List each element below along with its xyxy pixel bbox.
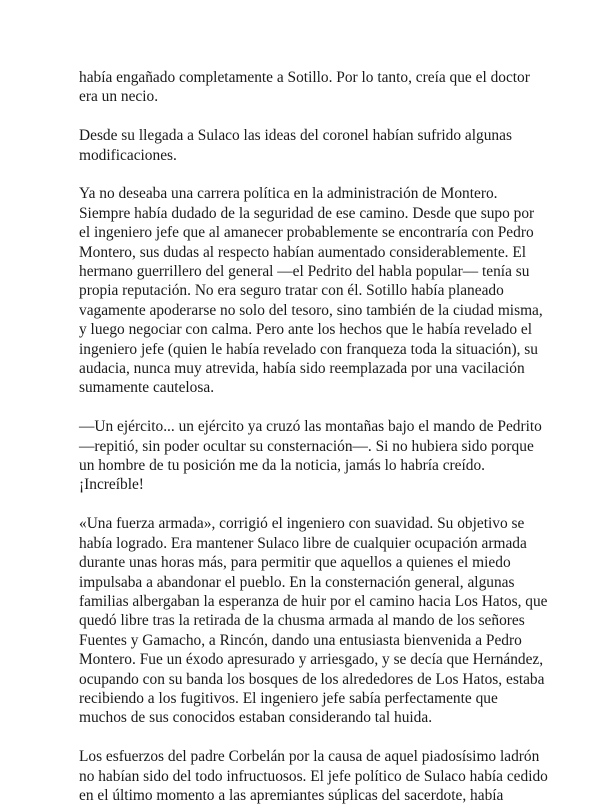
paragraph-6: Los esfuerzos del padre Corbelán por la causa de aquel piadosísimo ladrón no habían sido del todo infructuosos. El jefe político de Sulaco había cedido en el último momento a las apremiantes súplicas del sacerdote, había [79,748,548,804]
paragraph-4: —Un ejército... un ejército ya cruzó las montañas bajo el mando de Pedrito —repitió, sin poder ocultar su consternación—. Si no hubiera sido porque un hombre de tu posición me da la noticia, jamás lo habría creído. ¡Increíble! [79,418,542,494]
paragraph-2: Desde su llegada a Sulaco las ideas del coronel habían sufrido algunas modificaciones. [79,127,512,164]
paragraph-5: «Una fuerza armada», corrigió el ingeniero con suavidad. Su objetivo se había logrado. Era mantener Sulaco libre de cualquier ocupación armada durante unas horas más, para permitir que aquellos a quienes el miedo impulsaba a abandonar el pueblo. En la consternación general, algunas familias albergaban la esperanza de huir por el camino hacia Los Hatos, que quedó libre tras la retirada de la chusma armada al mando de los señores Fuentes y Gamacho, a Rincón, dando una entusiasta bienvenida a Pedro Montero. Fue un éxodo apresurado y arriesgado, y se decía que Hernández, ocupando con su banda los bosques de los alrededores de Los Hatos, estaba recibiendo a los fugitivos. El ingeniero jefe sabía perfectamente que muchos de sus conocidos estaban considerando tal huida. [79,515,548,727]
body-text [79,68,549,805]
paragraph-3: Ya no deseaba una carrera política en la administración de Montero. Siempre había dudado de la seguridad de ese camino. Desde que supo por el ingeniero jefe que al amanecer probablemente se encontraría con Pedro Montero, sus dudas al respecto habían aumentado considerablemente. El hermano guerrillero del general —el Pedrito del habla popular— tenía su propia reputación. No era seguro tratar con él. Sotillo había planeado vagamente apoderarse no solo del tesoro, sino también de la ciudad misma, y luego negociar con calma. Pero ante los hechos que le había revelado el ingeniero jefe (quien le había revelado con franqueza toda la situación), su audacia, nunca muy atrevida, había sido reemplazada por una vacilación sumamente cautelosa. [79,185,543,397]
paragraph-1: había engañado completamente a Sotillo. Por lo tanto, creía que el doctor era un necio. [79,69,530,106]
